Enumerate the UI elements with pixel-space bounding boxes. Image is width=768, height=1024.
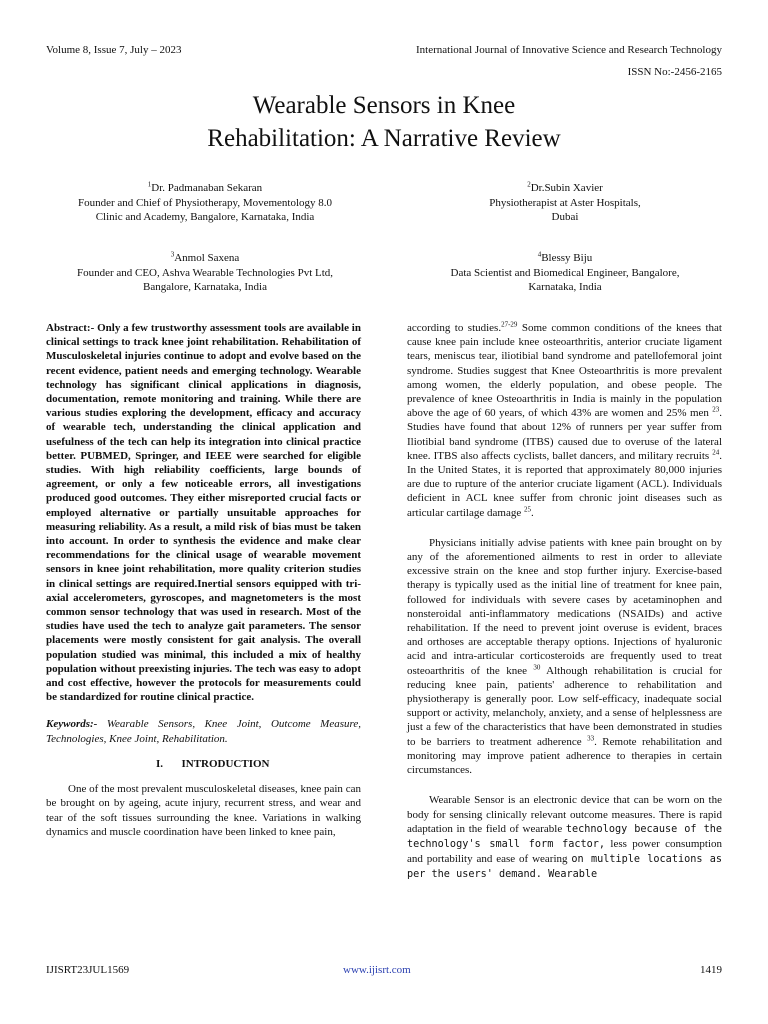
- author-block-1: $^1$Dr. Padmanaban Sekaran Founder and Chief of Physiotherapy, Movementology 8.0 Clinic and Academy, Bangalore, Karnataka, India: [40, 181, 370, 225]
- volume-info: Volume 8, Issue 7, July – 2023: [46, 44, 182, 56]
- keywords-text: Wearable Sensors, Knee Joint, Outcome Measure, Technologies, Knee Joint, Rehabilitation.: [46, 718, 361, 745]
- author-affiliation: Clinic and Academy, Bangalore, Karnataka, India: [95, 211, 315, 223]
- citation: 23: [712, 405, 720, 414]
- author-block-2: $^2$Dr.Subin Xavier Physiotherapist at Aster Hospitals, Dubai: [400, 181, 730, 225]
- abstract-text: Only a few trustworthy assessment tools are available in clinical settings to track knee joint rehabilitation. Rehabilitation of Musculoskeletal injuries continue to adopt and evolve based on the recent evidence, patient needs and emerging technology. Wearable technology has significant clinical applications in diagnosis, documentation, remote monitoring and training. While there are various studies exploring the development, efficacy and accuracy of wearable tech, understanding the clinical application and usefulness of the tech can help its integration into clinical practice better. PUBMED, Springer, and IEEE were searched for eligible studies. With high reliability coefficients, large bounds of agreement, or only a few noticeable errors, all investigations produced good outcomes. They either misreported crucial facts or employed alternative or partially unsuitable approaches for measuring reliability. As a result, a mild risk of bias must be taken into account. In order to synthesis the evidence and make clear recommendations for the clinical usage of wearable movement sensors in knee joint rehabilitation, more quality criterion studies in clinical settings are required.Inertial sensors equipped with tri-axial accelerometers, gyroscopes, and magnetometers is the most common sensor technology that was used in research. Most of the studies have used the tech to analyze gait parameters. The sensor placements were mostly consistent for gait analysis. The overall population studied was minimal, this included a mix of healthy population without preexisting injuries. The tech was easy to adopt and cost effective, however the protocols for measurements could be standardized for routine clinical practice.: [46, 322, 361, 704]
- issn: ISSN No:-2456-2165: [627, 66, 722, 78]
- journal-name: International Journal of Innovative Science and Research Technology: [415, 44, 722, 56]
- body-paragraph-3: Wearable Sensor is an electronic device that can be worn on the body for sensing clinically relevant outcome measures. There is rapid adaptation in the field of wearable technology because of the technology's small form factor, less power consumption and portability and ease of wearing on multiple locations as per the users' demand. Wearable: [407, 794, 723, 881]
- author-block-4: $^4$Blessy Biju Data Scientist and Biomedical Engineer, Bangalore, Karnataka, India: [400, 251, 730, 295]
- paper-title: [0, 89, 768, 155]
- abstract-label: Abstract:-: [46, 322, 95, 334]
- author-affiliation: Dubai: [551, 211, 579, 223]
- title-line-1: Wearable Sensors in Knee: [252, 92, 516, 119]
- abstract: [46, 321, 361, 704]
- journal-website-link[interactable]: www.ijisrt.com: [343, 964, 411, 976]
- left-column: [46, 321, 361, 839]
- page-number: 1419: [700, 964, 722, 976]
- author-affiliation: Physiotherapist at Aster Hospitals,: [489, 196, 641, 209]
- title-line-2: Rehabilitation: A Narrative Review: [207, 125, 561, 152]
- body-paragraph-2: Physicians initially advise patients with knee pain brought on by any of the aforementioned ailments to rest in order to alleviate excessive strain on the knee and stop further injury. Exercise-based therapy is typically used as the initial line of treatment for knee pain, followed for individuals with severe cases by acetaminophen and nonsteroidal anti-inflammatory medications (NSAIDs) and active rehabilitation. If the need to prevent joint overuse is evident, braces and orthoses are acceptable therapy options. Injections of hyaluronic acid and intra-articular corticosteroids are frequently used to treat osteoarthritis of the knee $^{30}$ Although rehabilitation is crucial for reducing knee pain, patients' adherence to rehabilitation and physiotherapy is generally poor. Low self-efficacy, inadequate social support or activity, melancholy, anxiety, and a sense of helplessness are just a few of the characteristics that have been demonstrated in studies to be barriers to treatment adherence $^{33}$. Remote rehabilitation and monitoring may improve patient adherence to therapies in certain circumstances.: [407, 536, 722, 777]
- author-name: Anmol Saxena: [174, 252, 240, 264]
- section-number: I.: [155, 757, 163, 770]
- right-column: [407, 321, 722, 883]
- author-affiliation: Data Scientist and Biomedical Engineer, Bangalore,: [450, 266, 680, 279]
- author-name: Dr.Subin Xavier: [530, 182, 603, 194]
- paper-id: IJISRT23JUL1569: [46, 964, 130, 976]
- body-paragraph-1: according to studies.$^{27-29}$ Some common conditions of the knees that cause knee pain include knee osteoarthritis, anterior cruciate ligament tears, meniscus tear, iliotibial band syndrome and patellofemoral joint syndrome. Studies suggest that Knee Osteoarthritis is more prevalent among women, the elderly population, and obese people. The prevalence of knee Osteoarthritis in India is mainly in the population above the age of 60 years, of which 43% are women and 25% men $^{23}$. Studies have found that about 12% of runners per year suffer from Iliotibial band syndrome (ITBS) caused due to overuse of the lateral knee. ITBS also affects cyclists, ballet dancers, and military recruits $^{24}$. In the United States, it is reported that approximately 80,000 injuries are due to rupture of the anterior cruciate ligament (ACL). Individuals deficient in ACL knee suffer from chronic joint diseases such as articular cartilage damage $^{25}$.: [407, 320, 722, 519]
- keywords-label: Keywords:-: [46, 718, 98, 731]
- section-heading-introduction: [46, 757, 361, 771]
- author-affiliation: Founder and Chief of Physiotherapy, Movementology 8.0: [77, 196, 333, 209]
- intro-paragraph: One of the most prevalent musculoskeletal diseases, knee pain can be brought on by ageing, acute injury, recurrent stress, and wear and tear of the soft tissues surrounding the knee. Variations in walking dynamics and muscle coordination have been linked to knee pain,: [46, 783, 361, 838]
- author-affiliation: Karnataka, India: [528, 281, 602, 293]
- keywords: [46, 717, 361, 745]
- citation: 25: [523, 504, 531, 513]
- author-affiliation: Founder and CEO, Ashva Wearable Technologies Pvt Ltd,: [76, 266, 334, 279]
- author-name: Blessy Biju: [541, 252, 593, 264]
- citation: 33: [587, 734, 595, 743]
- citation: 27-29: [501, 320, 518, 329]
- author-name: Dr. Padmanaban Sekaran: [151, 182, 263, 194]
- author-affiliation: Bangalore, Karnataka, India: [143, 281, 267, 293]
- citation: 24: [712, 448, 720, 457]
- citation: 30: [533, 663, 541, 672]
- section-title: INTRODUCTION: [181, 757, 270, 770]
- author-block-3: $^3$Anmol Saxena Founder and CEO, Ashva Wearable Technologies Pvt Ltd, Bangalore, Karnataka, India: [30, 251, 380, 295]
